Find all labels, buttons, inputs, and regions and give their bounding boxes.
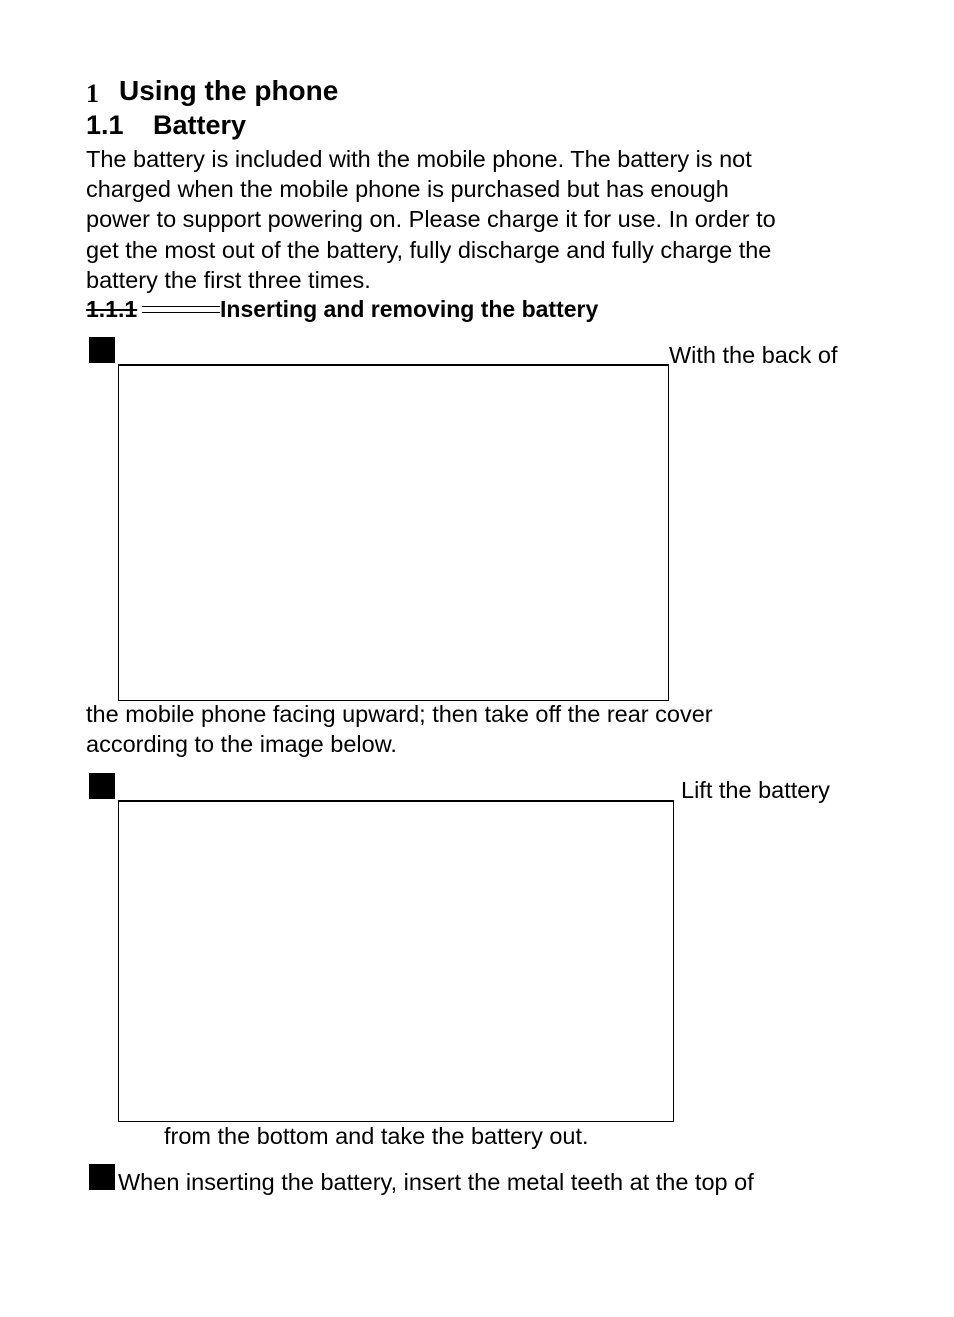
- section-number: 1: [86, 79, 99, 108]
- paragraph-line: get the most out of the battery, fully discharge and fully charge the: [86, 236, 772, 263]
- step3-text: When inserting the battery, insert the metal teeth at the top of: [118, 1169, 754, 1195]
- square-bullet-icon: [89, 773, 115, 799]
- step2-text-after: from the bottom and take the battery out.: [164, 1123, 589, 1149]
- subsubsection-number: 1.1.1: [86, 296, 138, 322]
- subsection-title: Battery: [153, 110, 247, 140]
- section-title: Using the phone: [119, 75, 339, 106]
- step1-text-line: according to the image below.: [86, 731, 397, 757]
- subsection-number: 1.1: [86, 110, 124, 140]
- paragraph-line: battery the first three times.: [86, 266, 371, 293]
- step1-text-right: With the back of: [669, 342, 838, 368]
- paragraph-line: power to support powering on. Please charge it for use. In order to: [86, 206, 776, 233]
- battery-intro-paragraph: [86, 144, 876, 295]
- heading-tab-leader: [142, 312, 220, 313]
- paragraph-line: The battery is included with the mobile phone. The battery is not: [86, 146, 752, 172]
- paragraph-line: charged when the mobile phone is purchased but has enough: [86, 176, 729, 203]
- rear-cover-image-frame: [118, 365, 669, 701]
- step1-text-line: the mobile phone facing upward; then take off the rear cover: [86, 701, 713, 727]
- square-bullet-icon: [89, 1164, 115, 1190]
- step2-text-right: Lift the battery: [681, 777, 830, 803]
- square-bullet-icon: [89, 337, 115, 363]
- heading-tab-leader: [142, 306, 220, 307]
- subsubsection-title: Inserting and removing the battery: [220, 296, 599, 322]
- battery-removal-image-frame: [118, 801, 674, 1122]
